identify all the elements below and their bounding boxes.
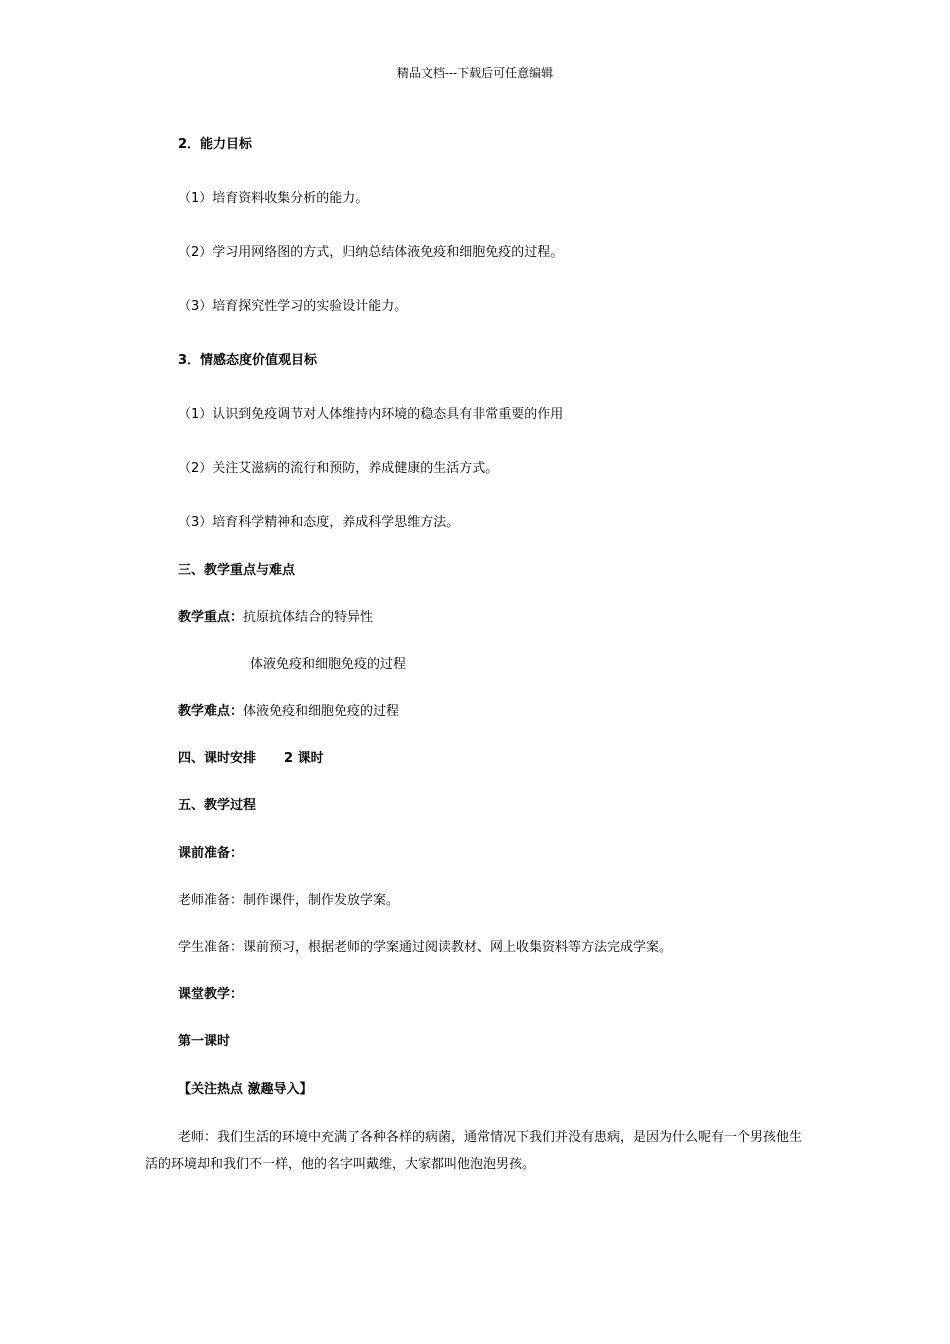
teaching-focus-value-1: 抗原抗体结合的特异性 — [243, 610, 374, 625]
schedule-value: 2 课时 — [284, 751, 324, 766]
prep-title: 课前准备： — [178, 846, 244, 861]
emotion-goal-item-1: （1）认识到免疫调节对人体维持内环境的稳态具有非常重要的作用 — [178, 407, 564, 422]
key-points-title: 三、教学重点与难点 — [178, 563, 296, 578]
teacher-prep: 老师准备：制作课件，制作发放学案。 — [178, 893, 400, 908]
ability-goal-item-3: （3）培育探究性学习的实验设计能力。 — [178, 299, 408, 314]
schedule-label: 四、课时安排 — [178, 751, 257, 766]
teaching-focus — [178, 608, 373, 628]
teaching-focus-label: 教学重点： — [178, 610, 244, 625]
schedule-line — [178, 749, 324, 769]
emotion-goal-item-2: （2）关注艾滋病的流行和预防，养成健康的生活方式。 — [178, 461, 499, 476]
process-title: 五、教学过程 — [178, 798, 257, 813]
intro-heading: 【关注热点 激趣导入】 — [178, 1082, 313, 1097]
emotion-goal-item-3: （3）培育科学精神和态度，养成科学思维方法。 — [178, 515, 460, 530]
page-header: 精品文档---下载后可任意编辑 — [396, 66, 554, 80]
ability-goal-item-2: （2）学习用网络图的方式，归纳总结体液免疫和细胞免疫的过程。 — [178, 245, 564, 260]
ability-goal-title: 2．能力目标 — [178, 137, 253, 152]
teaching-difficulty-value: 体液免疫和细胞免疫的过程 — [243, 704, 400, 719]
class-title: 课堂教学： — [178, 987, 244, 1002]
ability-goal-item-1: （1）培育资料收集分析的能力。 — [178, 191, 369, 206]
teaching-focus-value-2: 体液免疫和细胞免疫的过程 — [250, 657, 407, 672]
student-prep: 学生准备：课前预习，根据老师的学案通过阅读教材、网上收集资料等方法完成学案。 — [178, 940, 673, 955]
teaching-difficulty — [178, 702, 399, 722]
lesson-one-title: 第一课时 — [178, 1034, 231, 1049]
emotion-goal-title: 3．情感态度价值观目标 — [178, 353, 318, 368]
teaching-difficulty-label: 教学难点： — [178, 704, 244, 719]
intro-paragraph: 老师：我们生活的环境中充满了各种各样的病菌，通常情况下我们并没有患病，是因为什么呢有一个男孩他生活的环境却和我们不一样，他的名字叫戴维，大家都叫他泡泡男孩。 — [145, 1130, 803, 1172]
